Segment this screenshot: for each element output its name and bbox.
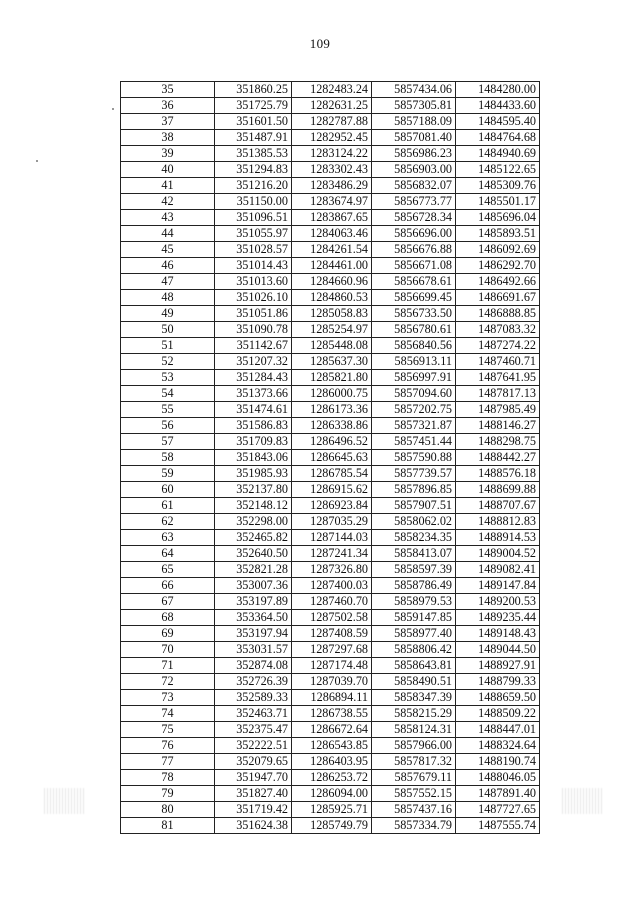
page-number: 109 — [309, 36, 331, 51]
coord-a-cell: 351719.42 — [215, 802, 292, 818]
coord-c-cell: 5857817.32 — [372, 754, 456, 770]
table-row — [121, 322, 540, 338]
coord-a-cell: 351586.83 — [215, 418, 292, 434]
table-row — [121, 546, 540, 562]
coord-c-cell: 5857451.44 — [372, 434, 456, 450]
coord-b-cell: 1286894.11 — [292, 690, 372, 706]
coord-c-cell: 5858215.29 — [372, 706, 456, 722]
coord-b-cell: 1286253.72 — [292, 770, 372, 786]
point-number-cell: 70 — [121, 642, 215, 658]
coord-c-cell: 5858643.81 — [372, 658, 456, 674]
coord-b-cell: 1285749.79 — [292, 818, 372, 834]
table-row — [121, 418, 540, 434]
table-row — [121, 530, 540, 546]
coord-c-cell: 5858786.49 — [372, 578, 456, 594]
coord-b-cell: 1285058.83 — [292, 306, 372, 322]
table-row — [121, 722, 540, 738]
coord-a-cell: 351026.10 — [215, 290, 292, 306]
coord-a-cell: 351860.25 — [215, 82, 292, 98]
coord-b-cell: 1286496.52 — [292, 434, 372, 450]
coord-b-cell: 1286000.75 — [292, 386, 372, 402]
coord-a-cell: 353364.50 — [215, 610, 292, 626]
table-row — [121, 194, 540, 210]
coord-c-cell: 5858124.31 — [372, 722, 456, 738]
coord-d-cell: 1487985.49 — [456, 402, 540, 418]
coord-b-cell: 1285821.80 — [292, 370, 372, 386]
coord-c-cell: 5857896.85 — [372, 482, 456, 498]
coord-c-cell: 5858979.53 — [372, 594, 456, 610]
coord-b-cell: 1282787.88 — [292, 114, 372, 130]
coord-d-cell: 1489004.52 — [456, 546, 540, 562]
coord-b-cell: 1283302.43 — [292, 162, 372, 178]
coord-d-cell: 1487555.74 — [456, 818, 540, 834]
coord-a-cell: 353007.36 — [215, 578, 292, 594]
coord-a-cell: 352465.82 — [215, 530, 292, 546]
coord-a-cell: 351150.00 — [215, 194, 292, 210]
coord-b-cell: 1286672.64 — [292, 722, 372, 738]
coord-d-cell: 1488812.83 — [456, 514, 540, 530]
coord-c-cell: 5856728.34 — [372, 210, 456, 226]
coord-a-cell: 351474.61 — [215, 402, 292, 418]
scan-speck — [36, 160, 38, 162]
point-number-cell: 41 — [121, 178, 215, 194]
coord-c-cell: 5858062.02 — [372, 514, 456, 530]
table-row — [121, 114, 540, 130]
coord-d-cell: 1488442.27 — [456, 450, 540, 466]
coord-b-cell: 1283486.29 — [292, 178, 372, 194]
coord-d-cell: 1487817.13 — [456, 386, 540, 402]
coord-d-cell: 1484940.69 — [456, 146, 540, 162]
point-number-cell: 72 — [121, 674, 215, 690]
point-number-cell: 78 — [121, 770, 215, 786]
coord-b-cell: 1285637.30 — [292, 354, 372, 370]
coord-c-cell: 5856903.00 — [372, 162, 456, 178]
coord-d-cell: 1488298.75 — [456, 434, 540, 450]
coord-a-cell: 352298.00 — [215, 514, 292, 530]
coord-c-cell: 5858347.39 — [372, 690, 456, 706]
coord-d-cell: 1489148.43 — [456, 626, 540, 642]
point-number-cell: 73 — [121, 690, 215, 706]
coordinates-table — [120, 81, 540, 834]
point-number-cell: 59 — [121, 466, 215, 482]
coord-b-cell: 1286915.62 — [292, 482, 372, 498]
coord-c-cell: 5856913.11 — [372, 354, 456, 370]
point-number-cell: 79 — [121, 786, 215, 802]
coord-a-cell: 352222.51 — [215, 738, 292, 754]
point-number-cell: 47 — [121, 274, 215, 290]
coord-b-cell: 1286173.36 — [292, 402, 372, 418]
point-number-cell: 51 — [121, 338, 215, 354]
point-number-cell: 54 — [121, 386, 215, 402]
table-row — [121, 450, 540, 466]
coord-c-cell: 5857334.79 — [372, 818, 456, 834]
table-row — [121, 690, 540, 706]
coord-c-cell: 5857679.11 — [372, 770, 456, 786]
coord-d-cell: 1488046.05 — [456, 770, 540, 786]
point-number-cell: 74 — [121, 706, 215, 722]
coord-d-cell: 1485122.65 — [456, 162, 540, 178]
coord-d-cell: 1486888.85 — [456, 306, 540, 322]
coord-c-cell: 5857552.15 — [372, 786, 456, 802]
table-row — [121, 642, 540, 658]
coord-b-cell: 1285448.08 — [292, 338, 372, 354]
coord-b-cell: 1287326.80 — [292, 562, 372, 578]
table-row — [121, 434, 540, 450]
table-row — [121, 402, 540, 418]
table-row — [121, 370, 540, 386]
point-number-cell: 45 — [121, 242, 215, 258]
point-number-cell: 40 — [121, 162, 215, 178]
coord-d-cell: 1487274.22 — [456, 338, 540, 354]
table-row — [121, 258, 540, 274]
coord-d-cell: 1484595.40 — [456, 114, 540, 130]
coord-b-cell: 1287174.48 — [292, 658, 372, 674]
coord-d-cell: 1485309.76 — [456, 178, 540, 194]
coord-a-cell: 351947.70 — [215, 770, 292, 786]
coord-d-cell: 1484280.00 — [456, 82, 540, 98]
point-number-cell: 46 — [121, 258, 215, 274]
table-row — [121, 754, 540, 770]
point-number-cell: 44 — [121, 226, 215, 242]
table-row — [121, 610, 540, 626]
point-number-cell: 71 — [121, 658, 215, 674]
coord-d-cell: 1489200.53 — [456, 594, 540, 610]
table-row — [121, 578, 540, 594]
coord-a-cell: 352589.33 — [215, 690, 292, 706]
coord-d-cell: 1487727.65 — [456, 802, 540, 818]
table-row — [121, 738, 540, 754]
coord-c-cell: 5857188.09 — [372, 114, 456, 130]
coord-a-cell: 351709.83 — [215, 434, 292, 450]
point-number-cell: 60 — [121, 482, 215, 498]
coord-c-cell: 5857321.87 — [372, 418, 456, 434]
coord-b-cell: 1287144.03 — [292, 530, 372, 546]
coord-b-cell: 1284063.46 — [292, 226, 372, 242]
coord-c-cell: 5856696.00 — [372, 226, 456, 242]
coord-a-cell: 351373.66 — [215, 386, 292, 402]
coord-b-cell: 1287400.03 — [292, 578, 372, 594]
coord-d-cell: 1488799.33 — [456, 674, 540, 690]
coord-c-cell: 5857094.60 — [372, 386, 456, 402]
scan-smudge-right — [562, 788, 602, 814]
coord-a-cell: 353197.94 — [215, 626, 292, 642]
coord-a-cell: 352874.08 — [215, 658, 292, 674]
coord-c-cell: 5857437.16 — [372, 802, 456, 818]
point-number-cell: 52 — [121, 354, 215, 370]
point-number-cell: 38 — [121, 130, 215, 146]
point-number-cell: 58 — [121, 450, 215, 466]
coord-a-cell: 352821.28 — [215, 562, 292, 578]
coord-a-cell: 352726.39 — [215, 674, 292, 690]
coord-b-cell: 1284660.96 — [292, 274, 372, 290]
coord-c-cell: 5856678.61 — [372, 274, 456, 290]
coord-d-cell: 1487460.71 — [456, 354, 540, 370]
coord-d-cell: 1488509.22 — [456, 706, 540, 722]
coord-d-cell: 1488659.50 — [456, 690, 540, 706]
coord-a-cell: 353197.89 — [215, 594, 292, 610]
coord-d-cell: 1487891.40 — [456, 786, 540, 802]
coord-c-cell: 5858597.39 — [372, 562, 456, 578]
coord-a-cell: 351294.83 — [215, 162, 292, 178]
coord-a-cell: 352463.71 — [215, 706, 292, 722]
coord-d-cell: 1489044.50 — [456, 642, 540, 658]
table-row — [121, 482, 540, 498]
table-row — [121, 178, 540, 194]
coord-d-cell: 1488324.64 — [456, 738, 540, 754]
coord-b-cell: 1285254.97 — [292, 322, 372, 338]
table-row — [121, 162, 540, 178]
coord-b-cell: 1282631.25 — [292, 98, 372, 114]
coord-b-cell: 1286645.63 — [292, 450, 372, 466]
coord-a-cell: 351028.57 — [215, 242, 292, 258]
table-row — [121, 290, 540, 306]
coord-c-cell: 5856986.23 — [372, 146, 456, 162]
point-number-cell: 65 — [121, 562, 215, 578]
coord-b-cell: 1286785.54 — [292, 466, 372, 482]
scan-smudge-left — [44, 788, 84, 814]
coord-d-cell: 1485893.51 — [456, 226, 540, 242]
coord-b-cell: 1286094.00 — [292, 786, 372, 802]
coord-c-cell: 5857739.57 — [372, 466, 456, 482]
coord-a-cell: 351725.79 — [215, 98, 292, 114]
coord-d-cell: 1486092.69 — [456, 242, 540, 258]
point-number-cell: 36 — [121, 98, 215, 114]
coord-b-cell: 1282483.24 — [292, 82, 372, 98]
coord-a-cell: 351142.67 — [215, 338, 292, 354]
coord-a-cell: 351207.32 — [215, 354, 292, 370]
point-number-cell: 77 — [121, 754, 215, 770]
coord-d-cell: 1488914.53 — [456, 530, 540, 546]
table-row — [121, 514, 540, 530]
point-number-cell: 48 — [121, 290, 215, 306]
coord-b-cell: 1285925.71 — [292, 802, 372, 818]
scan-speck — [112, 108, 114, 110]
coord-c-cell: 5856997.91 — [372, 370, 456, 386]
coord-c-cell: 5856773.77 — [372, 194, 456, 210]
point-number-cell: 42 — [121, 194, 215, 210]
coord-b-cell: 1286543.85 — [292, 738, 372, 754]
coord-c-cell: 5856840.56 — [372, 338, 456, 354]
coord-b-cell: 1284261.54 — [292, 242, 372, 258]
table-row — [121, 130, 540, 146]
coord-d-cell: 1488699.88 — [456, 482, 540, 498]
coord-a-cell: 351051.86 — [215, 306, 292, 322]
point-number-cell: 57 — [121, 434, 215, 450]
coord-a-cell: 351216.20 — [215, 178, 292, 194]
table-row — [121, 674, 540, 690]
coord-d-cell: 1487083.32 — [456, 322, 540, 338]
coord-c-cell: 5856676.88 — [372, 242, 456, 258]
coord-c-cell: 5857305.81 — [372, 98, 456, 114]
point-number-cell: 37 — [121, 114, 215, 130]
coord-a-cell: 351985.93 — [215, 466, 292, 482]
table-row — [121, 306, 540, 322]
coord-b-cell: 1287408.59 — [292, 626, 372, 642]
coord-c-cell: 5857590.88 — [372, 450, 456, 466]
point-number-cell: 76 — [121, 738, 215, 754]
coord-b-cell: 1284860.53 — [292, 290, 372, 306]
table-row — [121, 338, 540, 354]
point-number-cell: 56 — [121, 418, 215, 434]
coord-a-cell: 352079.65 — [215, 754, 292, 770]
coord-c-cell: 5856733.50 — [372, 306, 456, 322]
point-number-cell: 69 — [121, 626, 215, 642]
coord-d-cell: 1489147.84 — [456, 578, 540, 594]
coord-d-cell: 1488447.01 — [456, 722, 540, 738]
point-number-cell: 67 — [121, 594, 215, 610]
coord-d-cell: 1489082.41 — [456, 562, 540, 578]
coord-b-cell: 1283867.65 — [292, 210, 372, 226]
coord-d-cell: 1488190.74 — [456, 754, 540, 770]
table-row — [121, 658, 540, 674]
table-row — [121, 466, 540, 482]
coord-b-cell: 1287039.70 — [292, 674, 372, 690]
coord-b-cell: 1284461.00 — [292, 258, 372, 274]
point-number-cell: 68 — [121, 610, 215, 626]
coord-c-cell: 5858234.35 — [372, 530, 456, 546]
table-row — [121, 82, 540, 98]
coord-c-cell: 5857966.00 — [372, 738, 456, 754]
coord-c-cell: 5857907.51 — [372, 498, 456, 514]
coord-a-cell: 352148.12 — [215, 498, 292, 514]
coord-a-cell: 351385.53 — [215, 146, 292, 162]
coord-a-cell: 351601.50 — [215, 114, 292, 130]
coord-a-cell: 351055.97 — [215, 226, 292, 242]
coord-d-cell: 1486292.70 — [456, 258, 540, 274]
table-row — [121, 98, 540, 114]
coord-b-cell: 1287241.34 — [292, 546, 372, 562]
point-number-cell: 80 — [121, 802, 215, 818]
coord-c-cell: 5856832.07 — [372, 178, 456, 194]
point-number-cell: 55 — [121, 402, 215, 418]
coord-c-cell: 5856780.61 — [372, 322, 456, 338]
coord-d-cell: 1488927.91 — [456, 658, 540, 674]
coord-b-cell: 1287460.70 — [292, 594, 372, 610]
table-row — [121, 146, 540, 162]
coord-c-cell: 5858490.51 — [372, 674, 456, 690]
coord-c-cell: 5857081.40 — [372, 130, 456, 146]
table-row — [121, 226, 540, 242]
point-number-cell: 62 — [121, 514, 215, 530]
coord-b-cell: 1286403.95 — [292, 754, 372, 770]
table-row — [121, 210, 540, 226]
coord-b-cell: 1283124.22 — [292, 146, 372, 162]
coord-a-cell: 351096.51 — [215, 210, 292, 226]
coord-b-cell: 1283674.97 — [292, 194, 372, 210]
coordinates-table-body — [121, 82, 540, 834]
coord-c-cell: 5859147.85 — [372, 610, 456, 626]
coord-a-cell: 351090.78 — [215, 322, 292, 338]
coord-a-cell: 352640.50 — [215, 546, 292, 562]
coord-b-cell: 1286923.84 — [292, 498, 372, 514]
point-number-cell: 49 — [121, 306, 215, 322]
point-number-cell: 39 — [121, 146, 215, 162]
point-number-cell: 35 — [121, 82, 215, 98]
point-number-cell: 81 — [121, 818, 215, 834]
table-row — [121, 594, 540, 610]
table-row — [121, 706, 540, 722]
coord-d-cell: 1488707.67 — [456, 498, 540, 514]
table-row — [121, 354, 540, 370]
coord-c-cell: 5857434.06 — [372, 82, 456, 98]
table-row — [121, 386, 540, 402]
coord-c-cell: 5858806.42 — [372, 642, 456, 658]
coord-d-cell: 1488146.27 — [456, 418, 540, 434]
coord-c-cell: 5856671.08 — [372, 258, 456, 274]
point-number-cell: 75 — [121, 722, 215, 738]
table-row — [121, 498, 540, 514]
coord-b-cell: 1282952.45 — [292, 130, 372, 146]
table-row — [121, 242, 540, 258]
table-row — [121, 818, 540, 834]
coord-d-cell: 1488576.18 — [456, 466, 540, 482]
coord-d-cell: 1486691.67 — [456, 290, 540, 306]
table-row — [121, 802, 540, 818]
coord-c-cell: 5857202.75 — [372, 402, 456, 418]
coord-a-cell: 351487.91 — [215, 130, 292, 146]
coord-a-cell: 353031.57 — [215, 642, 292, 658]
coord-c-cell: 5858977.40 — [372, 626, 456, 642]
coord-d-cell: 1484764.68 — [456, 130, 540, 146]
table-row — [121, 562, 540, 578]
point-number-cell: 61 — [121, 498, 215, 514]
table-row — [121, 786, 540, 802]
coord-a-cell: 351843.06 — [215, 450, 292, 466]
coord-d-cell: 1484433.60 — [456, 98, 540, 114]
point-number-cell: 43 — [121, 210, 215, 226]
coord-a-cell: 351014.43 — [215, 258, 292, 274]
coord-a-cell: 351827.40 — [215, 786, 292, 802]
point-number-cell: 66 — [121, 578, 215, 594]
coord-d-cell: 1486492.66 — [456, 274, 540, 290]
coord-d-cell: 1489235.44 — [456, 610, 540, 626]
coord-a-cell: 352137.80 — [215, 482, 292, 498]
coord-b-cell: 1287297.68 — [292, 642, 372, 658]
coord-d-cell: 1485501.17 — [456, 194, 540, 210]
coord-b-cell: 1286338.86 — [292, 418, 372, 434]
coord-a-cell: 351284.43 — [215, 370, 292, 386]
point-number-cell: 53 — [121, 370, 215, 386]
coord-b-cell: 1287035.29 — [292, 514, 372, 530]
table-row — [121, 770, 540, 786]
coord-a-cell: 351013.60 — [215, 274, 292, 290]
coord-b-cell: 1287502.58 — [292, 610, 372, 626]
coord-b-cell: 1286738.55 — [292, 706, 372, 722]
coord-a-cell: 351624.38 — [215, 818, 292, 834]
table-row — [121, 626, 540, 642]
coord-c-cell: 5858413.07 — [372, 546, 456, 562]
coord-d-cell: 1487641.95 — [456, 370, 540, 386]
coord-a-cell: 352375.47 — [215, 722, 292, 738]
point-number-cell: 63 — [121, 530, 215, 546]
point-number-cell: 50 — [121, 322, 215, 338]
point-number-cell: 64 — [121, 546, 215, 562]
coord-d-cell: 1485696.04 — [456, 210, 540, 226]
table-row — [121, 274, 540, 290]
coord-c-cell: 5856699.45 — [372, 290, 456, 306]
